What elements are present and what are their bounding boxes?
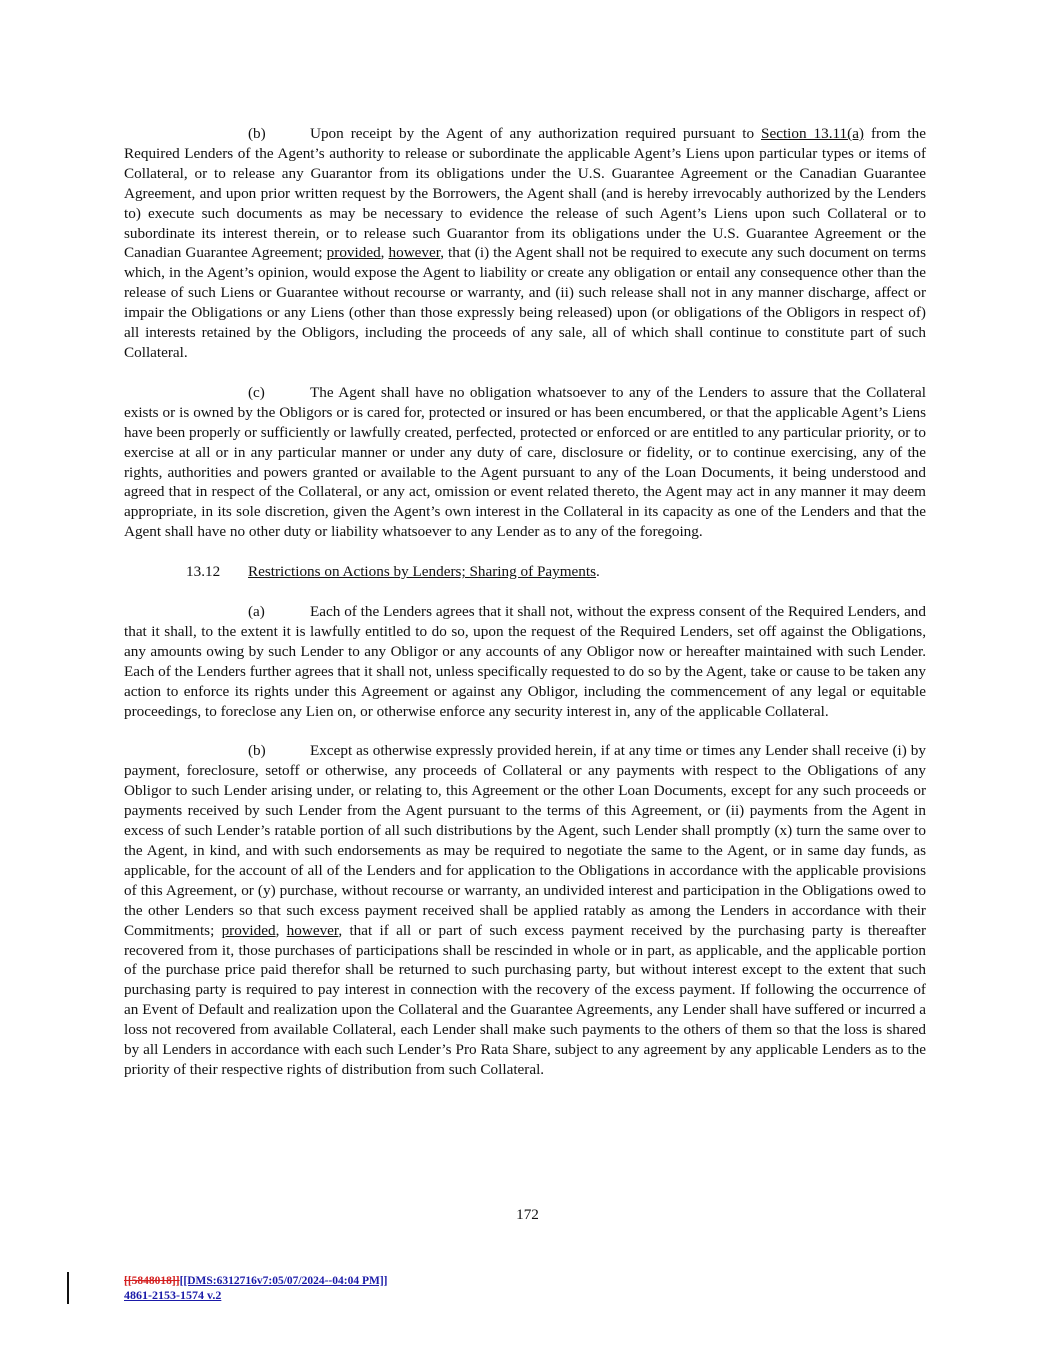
document-number: 4861-2153-1574 v.2 <box>124 1288 222 1302</box>
paragraph-c-no-obligation: (c) The Agent shall have no obligation whatsoever to any of the Lenders to assure that the Collateral exists or is owned by the Obligors or is cared for, protected or insured or has been encumbered, or that the applicable Agent’s Liens have been properly or sufficiently or lawfully created, perfected, protected or enforced or are entitled to any particular priority, or to exercise at all or in any particular manner or under any duty of care, disclosure or fidelity, or to continue exercising, any of the rights, authorities and powers granted or available to the Agent pursuant to any of the Loan Documents, it being understood and agreed that in respect of the Collateral, or any act, omission or event related thereto, the Agent may act in any manner it may deem appropriate, in its sole discretion, given the Agent’s own interest in the Collateral in its capacity as one of the Lenders and that the Agent shall have no other duty or liability whatsoever to any Lender as to any of the foregoing. <box>124 383 926 541</box>
deleted-doc-id: [[5848018]] <box>124 1275 180 1287</box>
however-term: however <box>388 244 441 262</box>
inserted-doc-id: [[DMS:6312716v7:05/07/2024--04:04 PM]] <box>179 1275 388 1287</box>
paragraph-label: (c) <box>248 383 265 401</box>
section-reference: Section 13.11(a) <box>761 125 864 142</box>
paragraph-a-setoff: (a) Each of the Lenders agrees that it shall not, without the express consent of the Required Lenders, and that it shall, to the extent it is lawfully entitled to do so, upon the request of the Required Lenders, set off against the Obligations, any amounts owing by such Lender to any Obligor or any accounts of any Obligor now or hereafter maintained with such Lender. Each of the Lenders further agrees that it shall not, unless specifically requested to do so by the Agent, take or cause to be taken any action to enforce its rights under this Agreement or against any Obligor, including the commencement of any legal or equitable proceedings, to foreclose any Lien on, or otherwise enforce any security interest in, any of the applicable Collateral. <box>124 603 926 720</box>
document-body <box>124 124 926 1080</box>
paragraph-b-sharing: (b) Except as otherwise expressly provided herein, if at any time or times any Lender shall receive (i) by payment, foreclosure, setoff or otherwise, any proceeds of Collateral or any payments with respect to the Obligations of any Obligor to such Lender arising under, or relating to, this Agreement or the other Loan Documents, except for any such proceeds or payments received by such Lender from the Agent pursuant to the terms of this Agreement, or (ii) payments from the Agent in excess of such Lender’s ratable portion of all such distributions by the Agent, such Lender shall promptly (x) turn the same over to the Agent, in kind, and with such endorsements as may be required to negotiate the same to the Agent, or in same day funds, as applicable, for the account of all of the Lenders and for application to the Obligations in accordance with the applicable provisions of this Agreement, or (y) purchase, without recourse or warranty, an undivided interest and participation in the Obligations owed to the other Lenders so that such excess payment received shall be applied ratably as among the Lenders in accordance with their Commitments; provided, however, that if all or part of such excess payment received by the purchasing party is thereafter recovered from it, those purchases of participations shall be rescinded in whole or in part, as applicable, and the applicable portion of the purchase price paid therefor shall be returned to such purchasing party, but without interest except to the extent that such purchasing party is required to pay interest in connection with the recovery of the excess payment. If following the occurrence of an Event of Default and realization upon the Collateral and the Guarantee Agreements, any Lender shall have suffered or incurred a loss not recovered from available Collateral, each Lender shall make such payments to the others of them so that the loss is shared by all Lenders in accordance with each such Lender’s Pro Rata Share, subject to any agreement by any applicable Lenders as to the priority of their respective rights of distribution from such Collateral. <box>124 742 926 1078</box>
section-title: Restrictions on Actions by Lenders; Sharing of Payments <box>248 563 597 581</box>
paragraph-label: (b) <box>248 125 266 142</box>
section-heading: 13.12 Restrictions on Actions by Lenders; Sharing of Payments. <box>186 563 600 581</box>
page-number: 172 <box>516 1206 539 1223</box>
provided-term: provided <box>221 921 276 939</box>
provided-term: provided <box>326 244 381 262</box>
change-bar <box>67 1272 69 1304</box>
footer-dms-line <box>124 1274 388 1288</box>
document-footer <box>124 1274 388 1302</box>
paragraph-b-release: (b) Upon receipt by the Agent of any authorization required pursuant to Section 13.11(a) from the Required Lenders of the Agent’s authority to release or subordinate the applicable Agent’s Liens upon particular types or items of Collateral, or to release any Guarantor from its obligations under the U.S. Guarantee Agreement or the Canadian Guarantee Agreement, and upon prior written request by the Borrowers, the Agent shall (and is hereby irrevocably authorized by the Lenders to) execute such documents as may be necessary to evidence the release of such Agent’s Liens upon such Collateral or to subordinate its interest therein, or to release such Guarantor from its obligations under the U.S. Guarantee Agreement or the Canadian Guarantee Agreement; provided, however, that (i) the Agent shall not be required to execute any such document on terms which, in the Agent’s opinion, would expose the Agent to liability or create any obligation or entail any consequence other than the release of such Liens or Guarantee without recourse or warranty, and (ii) such release shall not in any manner discharge, affect or impair the Obligations or any Liens (other than those expressly being released) upon (or obligations of the Obligors in respect of) all interests retained by the Obligors, including the proceeds of any sale, all of which shall continue to constitute part of such Collateral. <box>124 125 927 361</box>
paragraph-label: (a) <box>248 603 265 621</box>
paragraph-label: (b) <box>248 742 266 760</box>
however-term: however <box>286 921 339 939</box>
section-number: 13.12 <box>186 563 221 581</box>
